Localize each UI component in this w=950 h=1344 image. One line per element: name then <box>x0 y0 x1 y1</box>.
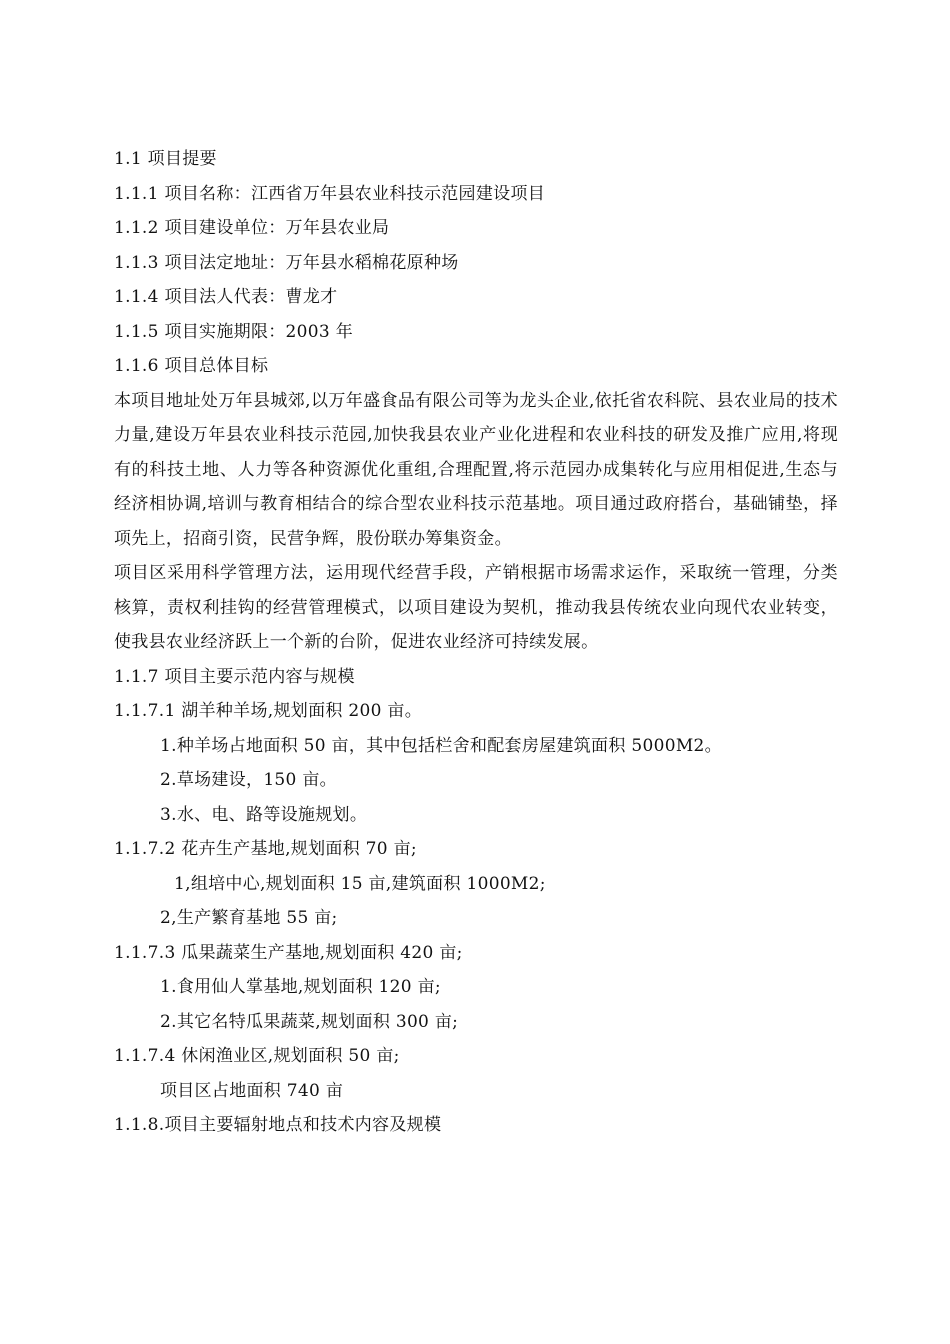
legal-representative-line: 1.1.4 项目法人代表：曹龙才 <box>114 287 338 307</box>
total-area-line: 项目区占地面积 740 亩 <box>160 1080 344 1101</box>
demo-content-heading: 1.1.7 项目主要示范内容与规模 <box>114 666 355 687</box>
sheep-farm-item-3: 3.水、电、路等设施规划。 <box>160 804 368 825</box>
sheep-farm-item-1: 1.种羊场占地面积 50 亩，其中包括栏舍和配套房屋建筑面积 5000M2。 <box>160 735 722 756</box>
flower-base-heading: 1.1.7.2 花卉生产基地,规划面积 70 亩; <box>114 839 417 859</box>
construction-unit-line: 1.1.2 项目建设单位：万年县农业局 <box>114 218 390 238</box>
vegetable-base-item-1: 1.食用仙人掌基地,规划面积 120 亩; <box>160 977 441 997</box>
document-page <box>114 142 838 1143</box>
project-name-line: 1.1.1 项目名称：江西省万年县农业科技示范园建设项目 <box>114 183 546 204</box>
overall-goal-paragraph-2: 项目区采用科学管理方法，运用现代经营手段，产销根据市场需求运作，采取统一管理，分类核算，责权利挂钩的经营管理模式，以项目建设为契机，推动我县传统农业向现代农业转变，使我县农业经济跃上一个新的台阶，促进农业经济可持续发展。 <box>114 563 838 652</box>
overall-goal-heading: 1.1.6 项目总体目标 <box>114 356 269 376</box>
overall-goal-paragraph-1: 本项目地址处万年县城郊,以万年盛食品有限公司等为龙头企业,依托省农科院、县农业局的技术力量,建设万年县农业科技示范园,加快我县农业产业化进程和农业科技的研发及推广应用,将现有的科技土地、人力等各种资源优化重组,合理配置,将示范园办成集转化与应用相促进,生态与经济相协调,培训与教育相结合的综合型农业科技示范基地。项目通过政府搭台，基础铺垫，择项先上，招商引资，民营争辉，股份联办筹集资金。 <box>114 390 838 549</box>
radiation-sites-heading: 1.1.8.项目主要辐射地点和技术内容及规模 <box>114 1115 442 1135</box>
flower-base-item-1: 1,组培中心,规划面积 15 亩,建筑面积 1000M2; <box>174 873 546 894</box>
implementation-period-line: 1.1.5 项目实施期限：2003 年 <box>114 321 354 342</box>
fishery-heading: 1.1.7.4 休闲渔业区,规划面积 50 亩; <box>114 1046 400 1066</box>
legal-address-line: 1.1.3 项目法定地址：万年县水稻棉花原种场 <box>114 252 459 273</box>
sheep-farm-item-2: 2.草场建设，150 亩。 <box>160 770 337 790</box>
vegetable-base-item-2: 2.其它名特瓜果蔬菜,规划面积 300 亩; <box>160 1011 459 1032</box>
sheep-farm-heading: 1.1.7.1 湖羊种羊场,规划面积 200 亩。 <box>114 701 423 721</box>
vegetable-base-heading: 1.1.7.3 瓜果蔬菜生产基地,规划面积 420 亩; <box>114 942 463 963</box>
section-heading: 1.1 项目提要 <box>114 149 217 169</box>
flower-base-item-2: 2,生产繁育基地 55 亩; <box>160 908 338 928</box>
